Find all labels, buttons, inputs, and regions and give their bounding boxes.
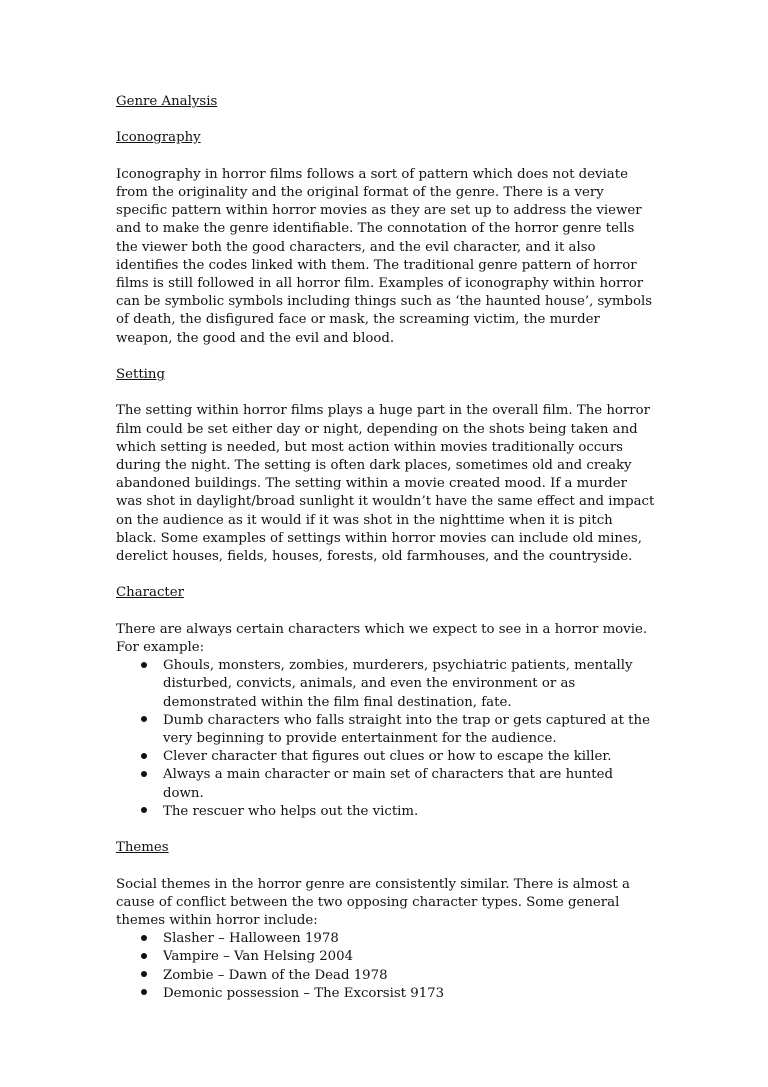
section-heading-character: Character <box>116 585 184 601</box>
list-item-text: The rescuer who helps out the victim. <box>163 803 419 819</box>
bullet-icon <box>139 967 149 985</box>
bullet-icon <box>139 766 149 784</box>
section-body-character: There are always certain characters which we expect to see in a horror movie. For example: <box>116 621 648 655</box>
list-item <box>116 712 656 748</box>
list-item-text: Zombie – Dawn of the Dead 1978 <box>163 967 388 983</box>
bullet-icon <box>139 748 149 766</box>
section-body-themes: Social themes in the horror genre are consistently similar. There is almost a cause of conflict between the two opposing character types. Some general themes within horror include: <box>116 876 630 929</box>
list-item <box>116 948 656 966</box>
themes-list <box>116 930 656 1003</box>
list-item <box>116 803 656 821</box>
bullet-icon <box>139 948 149 966</box>
list-item-text: Demonic possession – The Excorsist 9173 <box>163 985 445 1001</box>
bullet-icon <box>139 712 149 730</box>
bullet-icon <box>139 803 149 821</box>
bullet-icon <box>139 985 149 1003</box>
section-heading-iconography: Iconography <box>116 130 201 146</box>
section-body-setting: The setting within horror films plays a huge part in the overall film. The horror film could be set either day or night, depending on the shots being taken and which setting is needed, but most action within movies traditionally occurs during the night. The setting is often dark places, sometimes old and creaky abandoned buildings. The setting within a movie created mood. If a murder was shot in daylight/broad sunlight it wouldn’t have the same effect and impact on the audience as it would if it was shot in the nighttime when it is pitch black. Some examples of settings within horror movies can include old mines, derelict houses, fields, houses, forests, old farmhouses, and the countryside. <box>116 403 655 565</box>
list-item-text: Always a main character or main set of characters that are hunted down. <box>163 767 613 801</box>
list-item-text: Slasher – Halloween 1978 <box>163 931 339 947</box>
bullet-icon <box>139 657 149 675</box>
list-item <box>116 657 656 712</box>
list-item-text: Vampire – Van Helsing 2004 <box>163 949 354 965</box>
list-item <box>116 748 656 766</box>
list-item-text: Dumb characters who falls straight into the trap or gets captured at the very beginning to provide entertainment for the audience. <box>163 712 650 747</box>
list-item <box>116 967 656 985</box>
list-item-text: Clever character that figures out clues or how to escape the killer. <box>163 749 612 765</box>
document-page <box>116 93 656 1021</box>
bullet-icon <box>139 930 149 948</box>
section-heading-setting: Setting <box>116 367 165 382</box>
section-body-iconography: Iconography in horror films follows a sort of pattern which does not deviate from the originality and the original format of the genre. There is a very specific pattern within horror movies as they are set up to address the viewer and to make the genre identifiable. The connotation of the horror genre tells the viewer both the good characters, and the evil character, and it also identifies the codes linked with them. The traditional genre pattern of horror films is still followed in all horror film. Examples of iconography within horror can be symbolic symbols including things such as ‘the haunted house’, symbols of death, the disfigured face or mask, the screaming victim, the murder weapon, the good and the evil and blood. <box>116 166 653 346</box>
section-heading-themes: Themes <box>116 840 169 856</box>
list-item <box>116 766 656 802</box>
list-item <box>116 985 656 1003</box>
list-item <box>116 930 656 948</box>
list-item-text: Ghouls, monsters, zombies, murderers, psychiatric patients, mentally disturbed, convicts, animals, and even the environment or as demonstrated within the film final destination, fate. <box>163 658 633 710</box>
document-title: Genre Analysis <box>116 94 218 109</box>
character-list <box>116 657 656 821</box>
